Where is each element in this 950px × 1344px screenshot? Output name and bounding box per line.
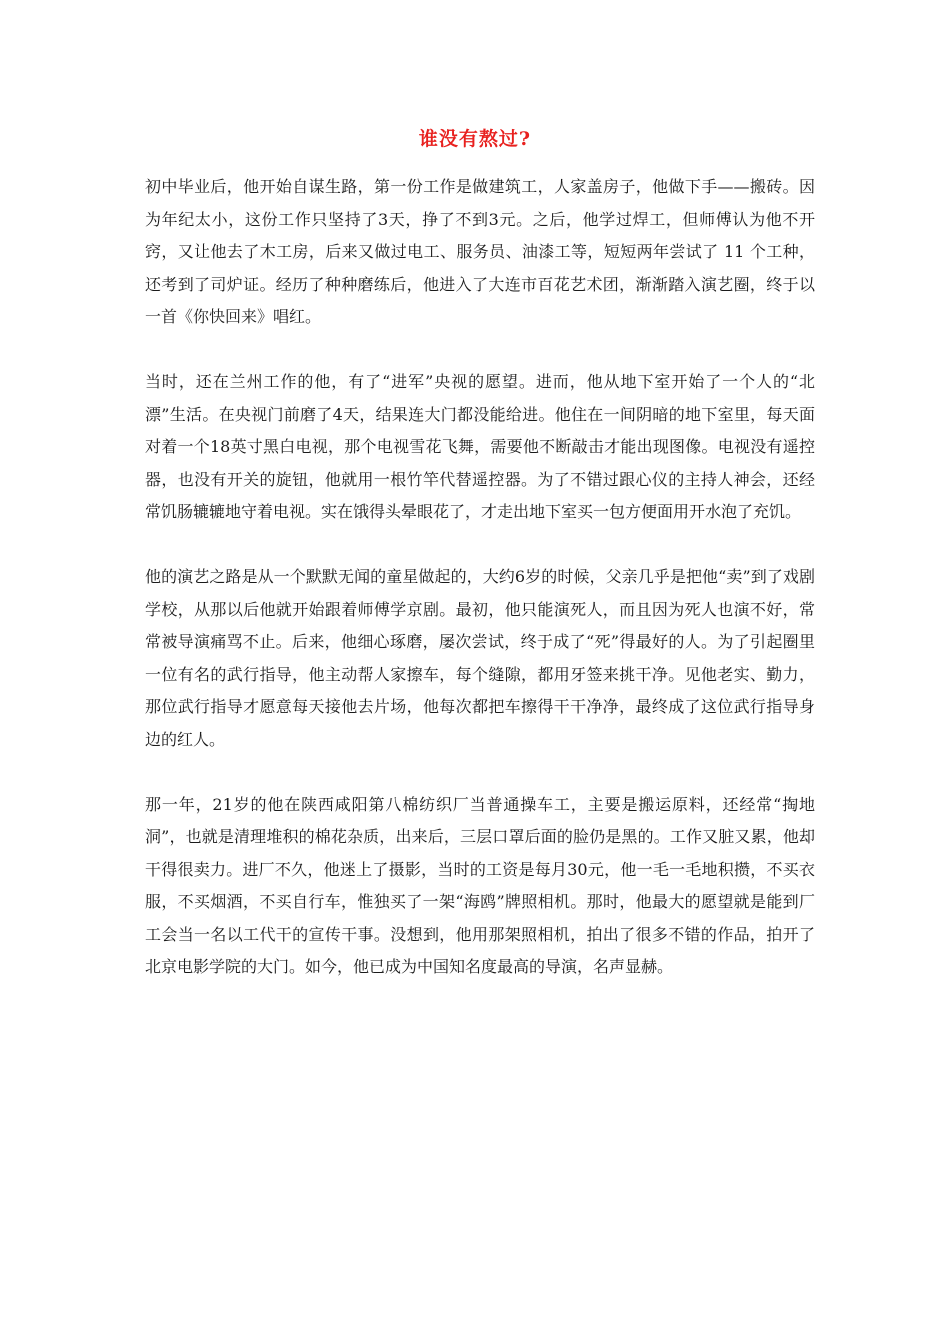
document-title: 谁没有熬过? [418, 128, 532, 150]
paragraph-1: 初中毕业后，他开始自谋生路，第一份工作是做建筑工，人家盖房子，他做下手——搬砖。因为年纪太小，这份工作只坚持了3天，挣了不到3元。之后，他学过焊工，但师傅认为他不开窍，又让他去了木工房，后来又做过电工、服务员、油漆工等，短短两年尝试了 11 个工种，还考到了司炉证。经历了种种磨练后，他进入了大连市百花艺术团，渐渐踏入演艺圈，终于以一首《你快回来》唱红。 [145, 177, 815, 326]
paragraph-3: 他的演艺之路是从一个默默无闻的童星做起的，大约6岁的时候，父亲几乎是把他“卖”到了戏剧学校，从那以后他就开始跟着师傅学京剧。最初，他只能演死人，而且因为死人也演不好，常常被导演痛骂不止。后来，他细心琢磨，屡次尝试，终于成了“死”得最好的人。为了引起圈里一位有名的武行指导，他主动帮人家擦车，每个缝隙，都用牙签来挑干净。见他老实、勤力，那位武行指导才愿意每天接他去片场，他每次都把车擦得干干净净，最终成了这位武行指导身边的红人。 [145, 567, 815, 749]
document-body [145, 171, 815, 984]
paragraph-2: 当时，还在兰州工作的他，有了“进军”央视的愿望。进而，他从地下室开始了一个人的“北漂”生活。在央视门前磨了4天，结果连大门都没能给进。他住在一间阴暗的地下室里，每天面对着一个18英寸黑白电视，那个电视雪花飞舞，需要他不断敲击才能出现图像。电视没有遥控器，也没有开关的旋钮，他就用一根竹竿代替遥控器。为了不错过跟心仪的主持人神会，还经常饥肠辘辘地守着电视。实在饿得头晕眼花了，才走出地下室买一包方便面用开水泡了充饥。 [145, 372, 815, 521]
paragraph-4: 那一年，21岁的他在陕西咸阳第八棉纺织厂当普通操车工，主要是搬运原料，还经常“掏地洞”，也就是清理堆积的棉花杂质，出来后，三层口罩后面的脸仍是黑的。工作又脏又累，他却干得很卖力。进厂不久，他迷上了摄影，当时的工资是每月30元，他一毛一毛地积攒，不买衣服，不买烟酒，不买自行车，惟独买了一架“海鸥”牌照相机。那时，他最大的愿望就是能到厂工会当一名以工代干的宣传干事。没想到，他用那架照相机，拍出了很多不错的作品，拍开了北京电影学院的大门。如今，他已成为中国知名度最高的导演，名声显赫。 [145, 794, 815, 976]
